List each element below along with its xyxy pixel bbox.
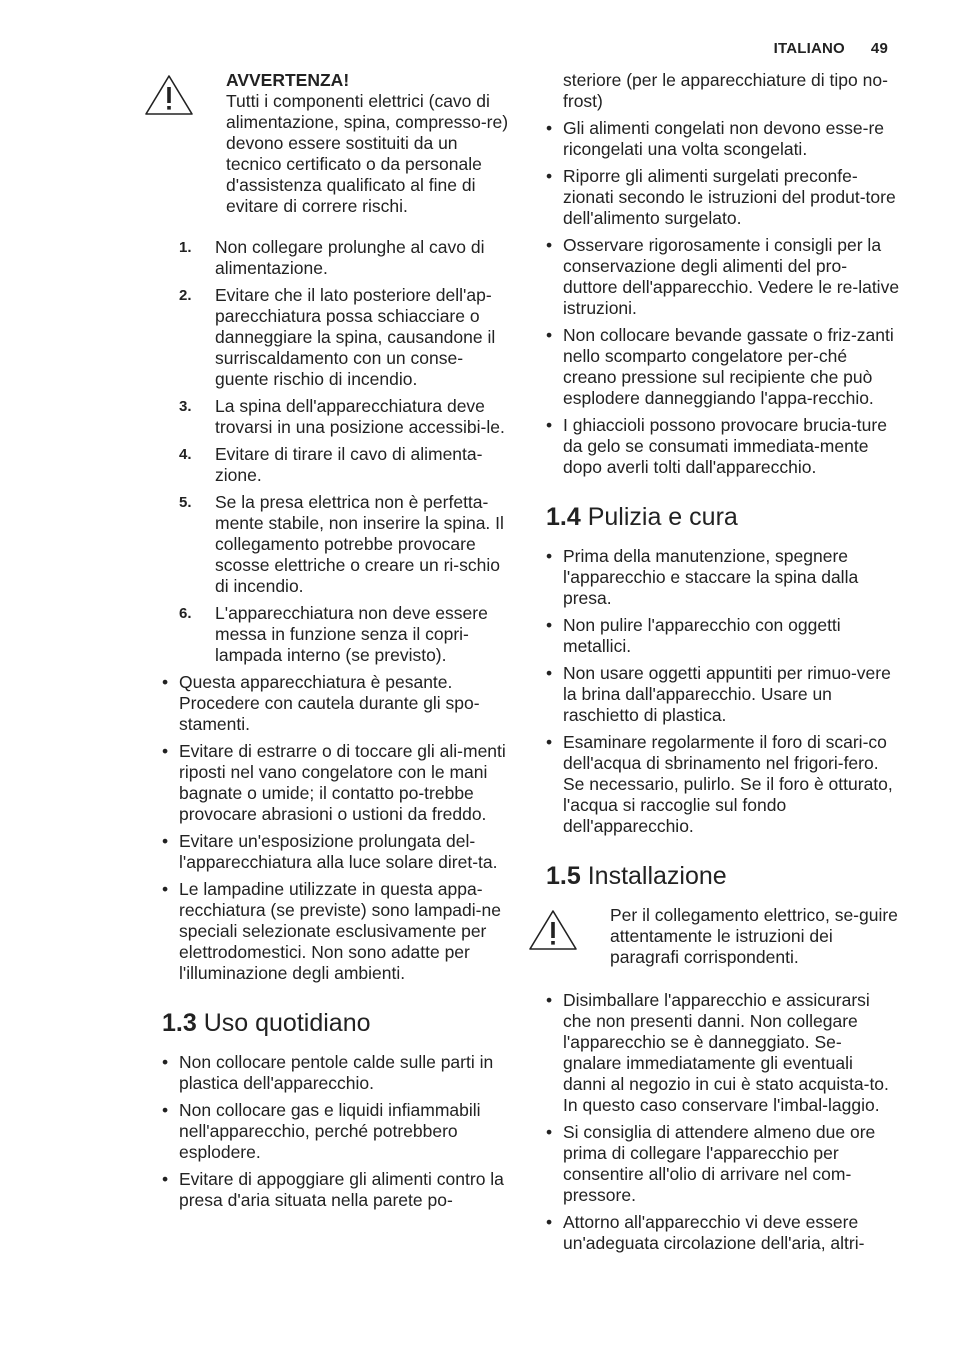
left-column — [144, 70, 516, 1217]
list-item: • Si consiglia di attendere almeno due ore prima di collegare l'apparecchio per consentire all'olio di arrivare nel com-pressore. — [528, 1122, 900, 1206]
list-item: • Non collocare pentole calde sulle parti in plastica dell'apparecchio. — [144, 1052, 516, 1094]
list-item: • Attorno all'apparecchio vi deve essere un'adeguata circolazione dell'aria, altri- — [528, 1212, 900, 1254]
list-item: • Non collocare bevande gassate o friz-zanti nello scomparto congelatore per-ché creano pressione sul recipiente che può esplodere danneggiando l'appa-recchio. — [528, 325, 900, 409]
list-item: • I ghiaccioli possono provocare brucia-ture da gelo se consumati immediata-mente dopo averli tolti dall'apparecchio. — [528, 415, 900, 478]
section-heading-1-4: 1.4 Pulizia e cura — [546, 503, 738, 531]
warning-block — [528, 905, 900, 968]
warning-block — [144, 70, 516, 217]
section-heading-1-3: 1.3 Uso quotidiano — [162, 1009, 371, 1037]
list-item: • Prima della manutenzione, spegnere l'apparecchio e staccare la spina dalla presa. — [528, 546, 900, 609]
list-item: • Gli alimenti congelati non devono esse-re ricongelati una volta scongelati. — [528, 118, 900, 160]
list-item: 5. Se la presa elettrica non è perfetta-mente stabile, non inserire la spina. Il collegamento potrebbe provocare scosse elettriche o creare un ri-schio di incendio. — [179, 492, 504, 596]
list-item: 6. L'apparecchiatura non deve essere messa in funzione senza il copri-lampada interno (se previsto). — [179, 603, 488, 665]
page-header — [774, 38, 888, 59]
bullet-list — [144, 672, 516, 984]
warning-triangle-icon — [528, 909, 578, 951]
list-item: • Evitare di appoggiare gli alimenti contro la presa d'aria situata nella parete po- — [144, 1169, 516, 1211]
list-item: • Riporre gli alimenti surgelati preconfe-zionati secondo le istruzioni del produt-tore dell'alimento surgelato. — [528, 166, 900, 229]
list-item: • Questa apparecchiatura è pesante. Procedere con cautela durante gli spo-stamenti. — [144, 672, 516, 735]
list-item: • Non usare oggetti appuntiti per rimuo-vere la brina dall'apparecchio. Usare un raschietto di plastica. — [528, 663, 900, 726]
list-item: 3. La spina dell'apparecchiatura deve trovarsi in una posizione accessibi-le. — [179, 396, 505, 437]
list-item: • Disimballare l'apparecchio e assicurarsi che non presenti danni. Non collegare l'apparecchio se è danneggiato. Se-gnalare immediatamente gli eventuali danni al negozio in cui è stato acquista-to. In questo caso conservare l'imbal-laggio. — [528, 990, 900, 1116]
page-number: 49 — [870, 40, 888, 57]
list-item: • Non pulire l'apparecchio con oggetti metallici. — [528, 615, 900, 657]
list-item: 4. Evitare di tirare il cavo di alimenta-zione. — [179, 444, 483, 485]
warning-triangle-icon — [144, 74, 194, 116]
bullet-list — [528, 118, 900, 478]
list-item: • Non collocare gas e liquidi infiammabili nell'apparecchio, perché potrebbero esplodere. — [144, 1100, 516, 1163]
list-item: • Esaminare regolarmente il foro di scari-co dell'acqua di sbrinamento nel frigori-fero. Se necessario, pulirlo. Se il foro è otturato, l'acqua si raccoglie sul fondo dell'apparecchio. — [528, 732, 900, 837]
warning-title: AVVERTENZA! — [226, 70, 350, 90]
bullet-list — [528, 546, 900, 837]
warning-text: Per il collegamento elettrico, se-guire attentamente le istruzioni dei paragrafi corrispondenti. — [610, 905, 898, 967]
list-item: 2. Evitare che il lato posteriore dell'ap-parecchiatura possa schiacciare o danneggiare la spina, causandone il surriscaldamento con un conse-guente rischio di incendio. — [179, 285, 496, 389]
numbered-list — [144, 237, 516, 666]
right-column — [528, 70, 900, 1260]
bullet-list — [528, 990, 900, 1254]
bullet-list — [144, 1052, 516, 1211]
warning-text: Tutti i componenti elettrici (cavo di alimentazione, spina, compresso-re) devono essere sostituiti da un tecnico certificato o da personale d'assistenza qualificato al fine di evitare di correre rischi. — [226, 91, 509, 216]
list-item: • Evitare un'esposizione prolungata del-l'apparecchiatura alla luce solare diret-ta. — [144, 831, 516, 873]
list-item: • Le lampadine utilizzate in questa appa-recchiatura (se previste) sono lampadi-ne speciali selezionate esclusivamente per elettrodomestici. Non sono adatte per l'illuminazione degli ambienti. — [144, 879, 516, 984]
header-language: ITALIANO — [773, 40, 845, 57]
section-heading-1-5: 1.5 Installazione — [546, 862, 727, 890]
list-item: • Evitare di estrarre o di toccare gli ali-menti riposti nel vano congelatore con le mani bagnate o umide; il contatto po-trebbe provocare abrasioni o ustioni da freddo. — [144, 741, 516, 825]
continued-text: steriore (per le apparecchiature di tipo no-frost) — [563, 70, 888, 111]
list-item: 1. Non collegare prolunghe al cavo di alimentazione. — [179, 237, 485, 278]
list-item: • Osservare rigorosamente i consigli per la conservazione degli alimenti del pro-duttore dell'apparecchio. Vedere le re-lative istruzioni. — [528, 235, 900, 319]
